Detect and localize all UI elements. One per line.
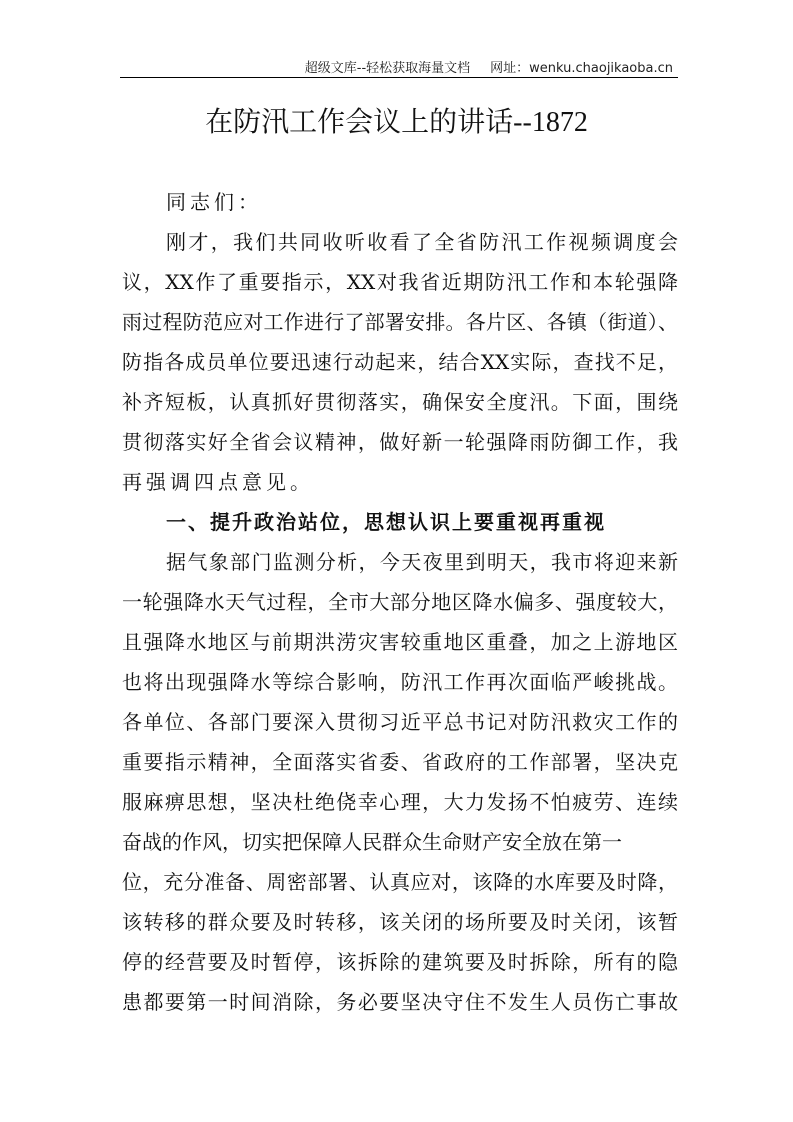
paragraph-line: 雨过程防范应对工作进行了部署安排。各片区、各镇（街道）、 <box>122 310 678 334</box>
paragraph-line: 再强调四点意见。 <box>122 470 314 494</box>
title-suffix: --1872 <box>513 107 588 138</box>
page-header <box>305 57 673 76</box>
paragraph-line: 议，XX作了重要指示，XX对我省近期防汛工作和本轮强降 <box>122 270 678 294</box>
paragraph-line: 患都要第一时间消除，务必要坚决守住不发生人员伤亡事故 <box>122 990 678 1014</box>
paragraph-line: 重要指示精神，全面落实省委、省政府的工作部署，坚决克 <box>122 750 678 774</box>
paragraph-line: 补齐短板，认真抓好贯彻落实，确保安全度汛。下面，围绕 <box>122 390 678 414</box>
paragraph-line: 据气象部门监测分析，今天夜里到明天，我市将迎来新 <box>166 550 678 574</box>
paragraph-line: 贯彻落实好全省会议精神，做好新一轮强降雨防御工作，我 <box>122 430 678 454</box>
paragraph-line: 该转移的群众要及时转移，该关闭的场所要及时关闭，该暂 <box>122 910 678 934</box>
paragraph-line: 且强降水地区与前期洪涝灾害较重地区重叠，加之上游地区 <box>122 630 678 654</box>
title-text: 在防汛工作会议上的讲话 <box>205 105 514 138</box>
header-url: 网址：wenku.chaojikaoba.cn <box>490 61 673 76</box>
document-title <box>0 100 793 140</box>
paragraph-line: 刚才，我们共同收听收看了全省防汛工作视频调度会 <box>166 230 678 254</box>
paragraph-line: 服麻痹思想，坚决杜绝侥幸心理，大力发扬不怕疲劳、连续 <box>122 790 678 814</box>
paragraph-line: 也将出现强降水等综合影响，防汛工作再次面临严峻挑战。 <box>122 670 678 694</box>
header-site-name: 超级文库--轻松获取海量文档 <box>304 61 471 76</box>
paragraph-line: 同志们： <box>166 190 262 214</box>
paragraph-line: 各单位、各部门要深入贯彻习近平总书记对防汛救灾工作的 <box>122 710 678 734</box>
paragraph-line: 防指各成员单位要迅速行动起来，结合XX实际，查找不足， <box>122 350 678 374</box>
paragraph-line: 位，充分准备、周密部署、认真应对，该降的水库要及时降， <box>122 870 678 894</box>
paragraph-line: 停的经营要及时暂停，该拆除的建筑要及时拆除，所有的隐 <box>122 950 678 974</box>
paragraph-line: 奋战的作风，切实把保障人民群众生命财产安全放在第一 <box>122 830 622 854</box>
paragraph-line: 一轮强降水天气过程，全市大部分地区降水偏多、强度较大， <box>122 590 678 614</box>
header-rule <box>120 77 678 78</box>
section-heading: 一、提升政治站位，思想认识上要重视再重视 <box>166 510 606 534</box>
